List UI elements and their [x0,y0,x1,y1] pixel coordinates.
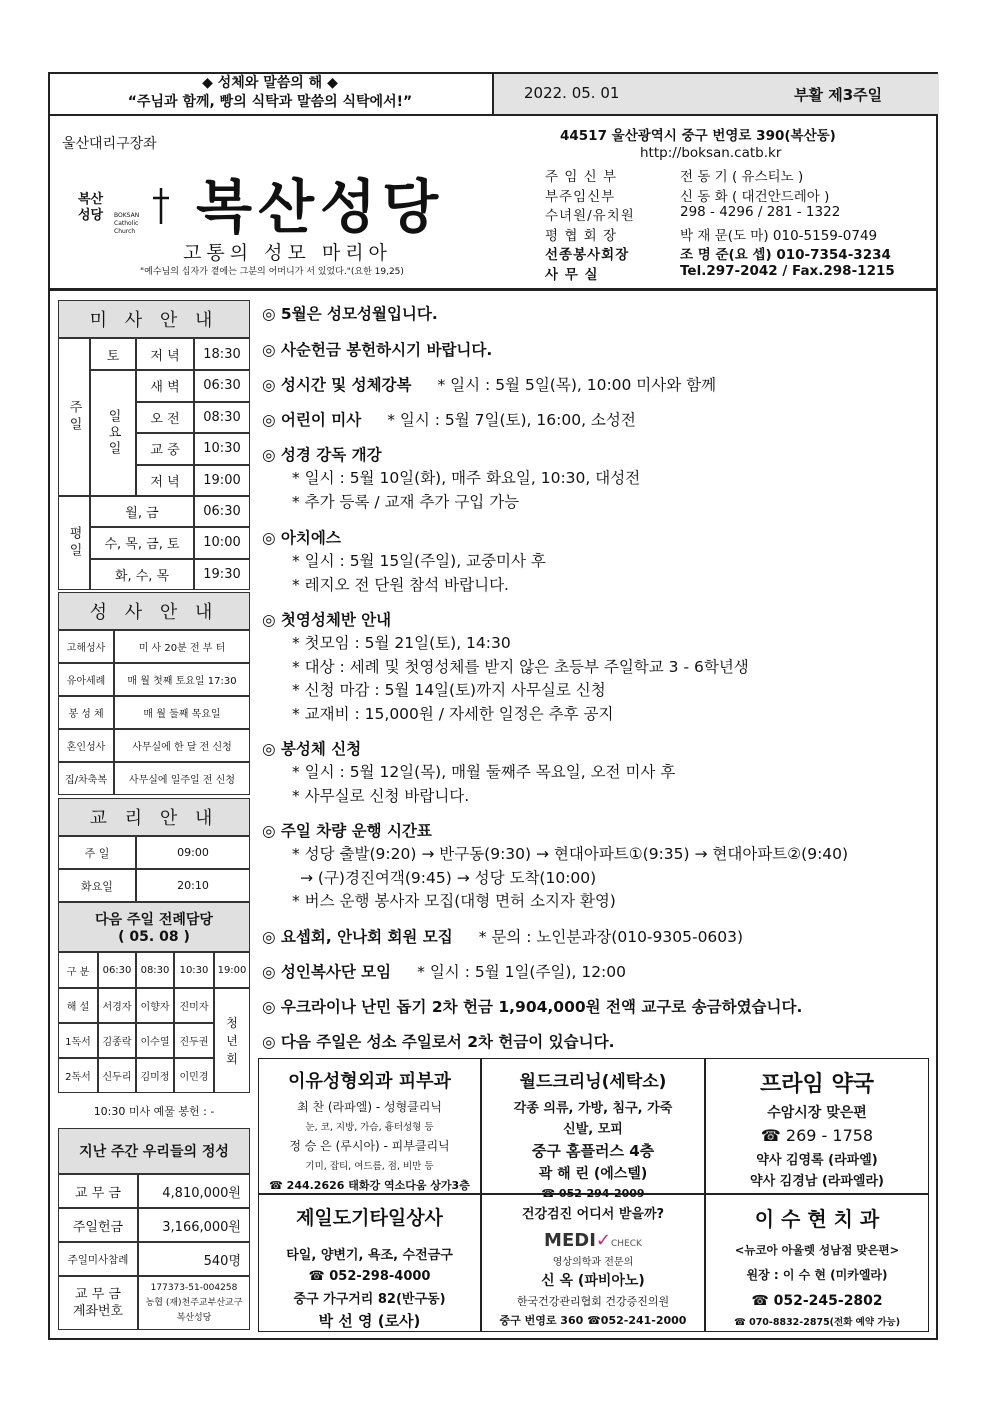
bullseye-icon: ◎ [262,446,281,464]
notice-item [262,995,802,1017]
notice-item [262,373,716,395]
notice-item [262,608,391,630]
notice-detail: * 버스 운행 봉사자 모집(대형 면허 소지자 환영) [292,892,616,910]
staff-value: 298 - 4296 / 281 - 1322 [680,204,841,220]
ad2-l4: 곽 해 린 (에스텔) [538,1166,648,1182]
liturgy-minister: 이민경 [174,1058,214,1093]
notice-item [262,925,743,947]
bullseye-icon: ◎ [262,1033,281,1051]
ad4-l2: ☎ 052-298-4000 [308,1269,431,1284]
liturgy-minister: 신두리 [98,1058,136,1093]
notice-item [262,338,492,360]
ad3-l3: 약사 김영록 (라파엘) [756,1153,878,1168]
check-mark-icon: ✓ [595,1230,611,1251]
notice-item [262,819,432,841]
offering-name: 주일헌금 [58,1208,138,1242]
ad6-l1: <뉴코아 아울렛 성남점 맞은편> [734,1243,900,1257]
notice-detail: * 신청 마감 : 5월 14일(토)까지 사무실로 신청 [292,681,606,699]
notice-title: 주일 차량 운행 시간표 [280,822,432,840]
liturgy-title-box [58,902,250,952]
catechism-day: 주 일 [58,836,136,869]
sacrament-name: 봉 성 체 [58,696,114,729]
ad2-l5: ☎ 052-294-2009 [541,1187,645,1200]
youth-group-text: 청 년 회 [226,1015,238,1066]
liturgy-minister: 진두권 [174,1023,214,1058]
sacrament-time: 미 사 20분 전 부 터 [114,630,250,663]
liturgical-sunday: 부활 제3주일 [794,86,883,104]
sunday-mass-name: 교 중 [136,433,194,465]
notice-title: 봉성체 신청 [280,740,362,758]
notice-item [262,443,382,465]
sacrament-time: 사무실에 한 달 전 신청 [114,729,250,762]
bullseye-icon: ◎ [262,305,281,323]
bullseye-icon: ◎ [262,822,281,840]
catechism-time: 20:10 [136,869,250,902]
offering-value: 3,166,000원 [138,1208,250,1242]
parish-name: 복산성당 [196,173,445,241]
liturgy-date: ( 05. 08 ) [118,929,190,945]
notice-detail: * 대상 : 세례 및 첫영성체를 받지 않은 초등부 주일학교 3 - 6학년생 [292,657,749,676]
sunday-mass-time: 10:30 [194,433,250,465]
staff-role: 사 무 실 [545,266,599,283]
bullseye-icon: ◎ [262,341,281,359]
youth-group [214,988,250,1093]
liturgy-header-cell: 구 분 [58,952,98,988]
ad4-l1: 타일, 양변기, 욕조, 수전금구 [286,1248,453,1263]
sat-day: 토 [90,338,136,370]
ad-cleaning [481,1058,705,1200]
medicheck-logo [482,1230,704,1251]
staff-value: 신 동 화 ( 대건안드레아 ) [680,188,830,205]
offering-name: 교 무 금 [58,1174,138,1208]
bullseye-icon: ◎ [262,529,281,547]
weekday-label [58,496,90,590]
staff-role: 평 협 회 장 [545,227,618,244]
ad2-l1: 각종 의류, 가방, 침구, 가죽 [513,1101,673,1116]
sacrament-name: 유아세례 [58,663,114,696]
ad1-l4: 기미, 잡티, 여드름, 점, 비만 등 [305,1161,434,1172]
sun-label [90,370,136,496]
notice-title: 첫영성체반 안내 [280,611,392,629]
staff-role: 선종봉사회장 [545,247,630,263]
bullseye-icon: ◎ [262,411,281,429]
ad4-l3: 중구 가구거리 82(반구동) [293,1292,446,1307]
liturgy-minister: 서경자 [98,988,136,1023]
bullseye-icon: ◎ [262,998,281,1016]
ad4-l4: 박 선 영 (로사) [318,1312,421,1330]
liturgy-role: 해 설 [58,988,98,1023]
ad1-l1: 최 찬 (라파엘) - 성형클리닉 [297,1100,442,1114]
weekday-label-text: 평일 [66,526,82,560]
notice-item [262,302,438,324]
notice-title: 다음 주일은 성소 주일로서 2차 헌금이 있습니다. [280,1033,615,1051]
ad6-name: 이 수 현 치 과 [754,1207,880,1231]
weekday-mass-time: 10:00 [194,527,250,558]
ad5-l4: 중구 번영로 360 ☎052-241-2000 [499,1314,687,1327]
sunday-mass-time: 08:30 [194,402,250,434]
mass-section-title: 미 사 안 내 [58,300,250,338]
offering-note: 10:30 미사 예물 봉헌 : - [93,1105,215,1118]
logo-english: BOKSAN Catholic Church [114,212,140,235]
ad2-l2: 신발, 모피 [563,1122,623,1137]
ad1-l3: 정 승 은 (루시아) - 피부클리닉 [289,1139,450,1153]
notice-detail: * 일시 : 5월 5일(목), 10:00 미사와 함께 [437,376,717,394]
notice-item [262,408,636,430]
notice-title: 요셉회, 안나회 회원 모집 [280,928,453,946]
notice-item [262,526,341,548]
liturgy-title: 다음 주일 전례담당 [95,912,213,928]
catechism-day: 화요일 [58,869,136,902]
sacrament-time: 매 월 첫째 토요일 17:30 [114,663,250,696]
offering-name: 주일미사참례 [58,1242,138,1276]
body-divider [48,288,938,291]
header-divider [48,114,938,116]
medicheck-logo-sub: CHECK [611,1239,642,1249]
bullseye-icon: ◎ [262,963,281,981]
ad-health-check [481,1194,705,1332]
notice-detail: * 일시 : 5월 15일(주일), 교중미사 후 [292,552,546,570]
liturgy-minister: 김미정 [136,1058,174,1093]
header-date-box [492,74,939,114]
ad5-l2: 신 옥 (파비아노) [541,1273,645,1289]
liturgy-role: 1독서 [58,1023,98,1058]
catechism-time: 09:00 [136,836,250,869]
weekday-mass-time: 06:30 [194,496,250,527]
sunday-label [58,338,90,496]
ad3-l1: 수암시장 맞은편 [767,1105,867,1121]
liturgy-header-cell: 06:30 [98,952,136,988]
notice-detail: * 문의 : 노인분과장(010-9305-0603) [478,928,744,946]
notice-title: 성경 강독 개강 [280,446,382,464]
catechism-section-title: 교 리 안 내 [58,798,250,836]
cross-icon [150,186,172,226]
ad-pharmacy [705,1058,929,1194]
ad6-l4: ☎ 070-8832-2875(전화 예약 가능) [733,1317,901,1328]
sunday-mass-name: 오 전 [136,402,194,434]
notice-detail: * 일시 : 5월 10일(화), 매주 화요일, 10:30, 대성전 [292,469,641,487]
ad3-l4: 약사 김경남 (라파엘라) [750,1174,884,1189]
diocese-label: 울산대리구장좌 [62,136,157,152]
notice-detail: * 교재비 : 15,000원 / 자세한 일정은 추후 공지 [292,704,614,723]
sun-label-text: 일요일 [105,409,121,457]
staff-role: 부주임신부 [545,188,616,205]
notice-title: 어린이 미사 [280,411,362,429]
liturgy-minister: 이수열 [136,1023,174,1058]
notice-title: 사순헌금 봉헌하시기 바랍니다. [280,341,493,359]
sat-time: 18:30 [194,338,250,370]
bulletin-date: 2022. 05. 01 [524,84,620,102]
sunday-mass-time: 06:30 [194,370,250,402]
notice-detail: * 사무실로 신청 바랍니다. [292,786,470,805]
ad5-name: 건강검진 어디서 받을까? [521,1207,665,1222]
ad6-l3: ☎ 052-245-2802 [751,1293,883,1309]
notice-title: 성시간 및 성체강복 [280,376,412,394]
header-theme-box [50,74,490,114]
ad6-l2: 원장 : 이 수 현 (미카엘라) [746,1268,888,1282]
liturgy-header-cell: 10:30 [174,952,214,988]
offering-title: 지난 주간 우리들의 정성 [58,1128,250,1174]
ad5-l3: 한국건강관리협회 건강증진의원 [516,1295,670,1308]
staff-role: 주 임 신 부 [545,169,618,185]
weekday-mass-days: 화, 수, 목 [90,559,194,590]
ad-dental [705,1194,929,1332]
sunday-mass-name: 새 벽 [136,370,194,402]
sunday-label-text: 주일 [66,400,82,434]
liturgy-minister: 김종락 [98,1023,136,1058]
bullseye-icon: ◎ [262,928,281,946]
ad2-name: 월드크리닝(세탁소) [519,1072,667,1092]
account-info-text: 177373-51-004258 농협 (재)천주교부산교구 복산성당 [145,1282,243,1323]
notice-detail: * 첫모임 : 5월 21일(토), 14:30 [292,634,511,652]
notice-item [262,737,361,759]
ad3-l2: ☎ 269 - 1758 [760,1126,874,1145]
year-theme: ◆ 성체와 말씀의 해 ◆ [202,75,338,91]
ad2-l3: 중구 홈플러스 4층 [531,1142,655,1160]
liturgy-minister: 진미자 [174,988,214,1023]
notice-title: 성인복사단 모임 [280,963,392,981]
notice-item [262,960,626,982]
ad5-l1: 영상의학과 전문의 [552,1257,634,1268]
offering-value: 4,810,000원 [138,1174,250,1208]
liturgy-header-cell: 19:00 [214,952,250,988]
bullseye-icon: ◎ [262,740,281,758]
medicheck-logo-main: MEDI [544,1230,596,1251]
notice-title: 아치에스 [280,529,341,547]
ad1-name: 이유성형외과 피부과 [288,1071,451,1092]
ad-tile [258,1194,481,1332]
staff-value: Tel.297-2042 / Fax.298-1215 [680,262,895,279]
parish-quote: "예수님의 십자가 곁에는 그분의 어머니가 서 있었다."(요한 19,25) [140,267,404,277]
account-label [58,1276,138,1330]
sacrament-time: 매 월 둘째 목요일 [114,696,250,729]
liturgy-minister: 이향자 [136,988,174,1023]
notice-detail: * 일시 : 5월 7일(토), 16:00, 소성전 [387,411,636,429]
staff-value: 조 명 준(요 셉) 010-7354-3234 [680,247,891,263]
parish-url: http://boksan.catb.kr [640,145,782,161]
sat-name: 저 녁 [136,338,194,370]
notice-item [262,1030,614,1052]
sacrament-name: 집/차축복 [58,762,114,795]
sacrament-section-title: 성 사 안 내 [58,592,250,630]
ad3-name: 프라임 약국 [760,1072,874,1097]
staff-value: 전 동 기 ( 유스티노 ) [680,169,804,185]
weekday-mass-days: 수, 목, 금, 토 [90,527,194,558]
notice-detail: * 일시 : 5월 1일(주일), 12:00 [417,963,626,981]
sacrament-name: 고해성사 [58,630,114,663]
parish-address: 44517 울산광역시 중구 번영로 390(복산동) [560,128,836,144]
parish-patron: 고통의 성모 마리아 [183,242,392,264]
ad1-l5: ☎ 244.2626 태화강 역소다움 상가3층 [269,1179,470,1192]
notice-detail: * 추가 등록 / 교재 추가 구입 가능 [292,492,520,511]
account-label-text: 교 무 금 계좌번호 [72,1287,124,1319]
year-motto: “주님과 함께, 빵의 식탁과 말씀의 식탁에서!” [127,94,413,110]
notice-detail: * 성당 출발(9:20) → 반구동(9:30) → 현대아파트①(9:35) → 현대아파트②(9:40) [292,845,849,863]
liturgy-header-cell: 08:30 [136,952,174,988]
notice-detail: * 일시 : 5월 12일(목), 매월 둘째주 목요일, 오전 미사 후 [292,763,676,781]
sunday-mass-name: 저 녁 [136,465,194,497]
ad4-name: 제일도기타일상사 [296,1207,443,1229]
ad1-l2: 눈, 코, 지방, 가슴, 흉터성형 등 [305,1122,434,1133]
liturgy-role: 2독서 [58,1058,98,1093]
notice-title: 5월은 성모성월입니다. [280,305,438,323]
bullseye-icon: ◎ [262,611,281,629]
notice-detail: * 레지오 전 단원 참석 바랍니다. [292,575,509,594]
account-info [138,1276,250,1330]
notice-title: 우크라이나 난민 돕기 2차 헌금 1,904,000원 전액 교구로 송금하였습니다. [280,998,803,1016]
logo-small-text: 복산 성당 [78,192,104,223]
staff-value: 박 재 문(도 마) 010-5159-0749 [680,227,878,244]
sunday-mass-time: 19:00 [194,465,250,497]
offering-value: 540명 [138,1242,250,1276]
bullseye-icon: ◎ [262,376,281,394]
sacrament-time: 사무실에 일주일 전 신청 [114,762,250,795]
ad-plastic-surgery [258,1058,481,1194]
staff-role: 수녀원/유치원 [545,208,635,224]
sacrament-name: 혼인성사 [58,729,114,762]
notice-detail: → (구)경진여객(9:45) → 성당 도착(10:00) [300,868,597,887]
weekday-mass-days: 월, 금 [90,496,194,527]
weekday-mass-time: 19:30 [194,559,250,590]
logo-small [78,192,103,224]
